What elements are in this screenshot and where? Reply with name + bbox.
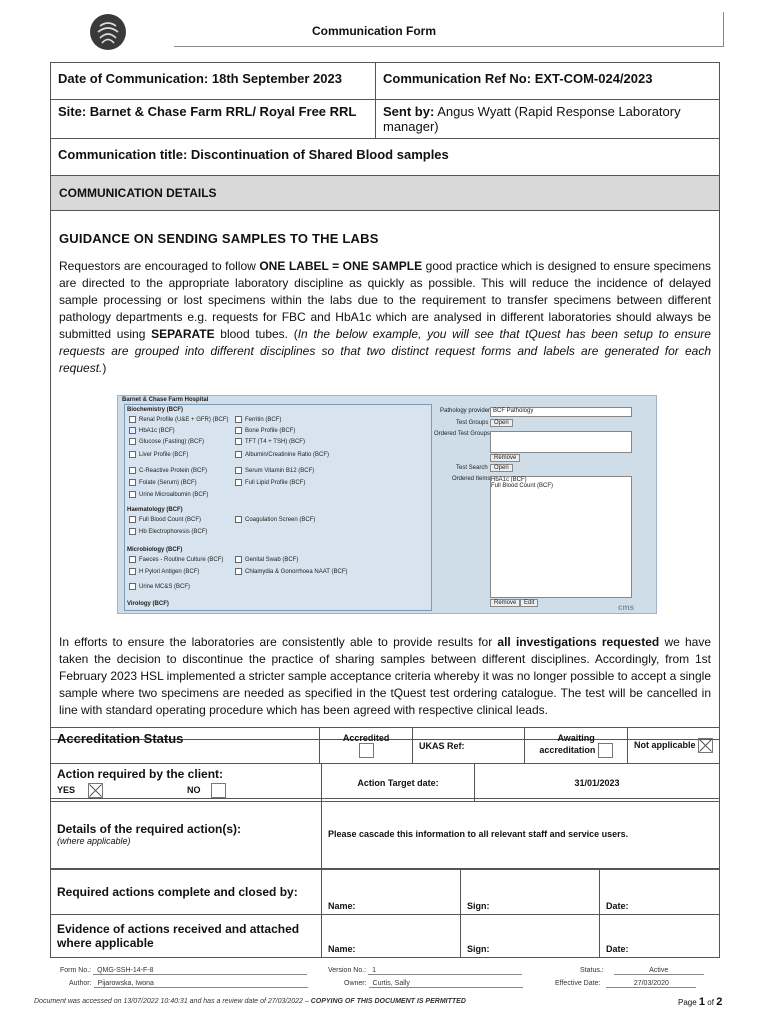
shot-item: Coagulation Screen (BCF) bbox=[235, 516, 315, 523]
of-label: of bbox=[707, 998, 714, 1007]
footer-version bbox=[328, 967, 522, 975]
accredited-label: Accredited bbox=[342, 733, 390, 743]
shot-item: Ferritin (BCF) bbox=[235, 416, 281, 423]
shot-ordered-items-box bbox=[490, 476, 632, 598]
shot-item: Serum Vitamin B12 (BCF) bbox=[235, 467, 314, 474]
sent-label: Sent by: bbox=[383, 104, 435, 119]
accredited-checkbox[interactable] bbox=[359, 743, 374, 758]
shot-item: Genital Swab (BCF) bbox=[235, 556, 298, 563]
form-no-label: Form No.: bbox=[60, 967, 92, 974]
shot-ordered-groups-box bbox=[490, 431, 632, 453]
owner-label: Owner: bbox=[344, 980, 367, 987]
sent-cell bbox=[376, 100, 720, 139]
evidence-sign: Sign: bbox=[461, 915, 600, 958]
guidance-paragraph-1 bbox=[59, 258, 711, 377]
p1-bold-rule: ONE LABEL = ONE SAMPLE bbox=[259, 259, 423, 273]
shot-item: C-Reactive Protein (BCF) bbox=[129, 467, 207, 474]
shot-item: H Pylori Antigen (BCF) bbox=[129, 568, 199, 575]
author-value: Pijarowska, Iwona bbox=[94, 980, 308, 988]
shot-ordered-item: HbA1c (BCF) bbox=[491, 477, 527, 483]
page-total: 2 bbox=[716, 996, 723, 1008]
title-cell bbox=[51, 139, 720, 176]
ukas-ref-label: UKAS Ref: bbox=[412, 728, 524, 764]
evidence-date: Date: bbox=[600, 915, 720, 958]
details-table bbox=[50, 798, 720, 869]
shot-biochem: Biochemistry (BCF) bbox=[127, 407, 184, 413]
shot-item: Urine MC&S (BCF) bbox=[129, 583, 190, 590]
details-header: COMMUNICATION DETAILS bbox=[51, 176, 720, 211]
footer-effective bbox=[555, 980, 696, 988]
site-label: Site: bbox=[58, 104, 87, 119]
shot-edit-button: Edit bbox=[520, 599, 538, 607]
shot-ordered-item: Full Blood Count (BCF) bbox=[491, 483, 554, 489]
shot-remove-button: Remove bbox=[490, 454, 520, 462]
details-hint: (where applicable) bbox=[57, 835, 131, 846]
action-table bbox=[50, 763, 720, 802]
footer-author bbox=[69, 980, 308, 988]
shot-item: HbA1c (BCF) bbox=[129, 427, 175, 434]
yes-checkbox[interactable] bbox=[88, 783, 103, 798]
footer-page-number bbox=[678, 996, 722, 1008]
access-note-permission: COPYING OF THIS DOCUMENT IS PERMITTED bbox=[310, 998, 466, 1005]
yes-no-row bbox=[57, 783, 315, 798]
shot-open-button: Open bbox=[490, 419, 513, 427]
details-value: Please cascade this information to all relevant staff and service users. bbox=[322, 799, 720, 869]
details-label-cell bbox=[51, 799, 322, 869]
p1-text-c: good practice which is designed to ensure specimens are directed to the appropriate laboratory discipline as quickly as possible. This will reduce the incidence of delayed sample processing or lost specimens within the labs due to the requirement to transfer specimens between different pathology departments e.g. requests for FBC and HbA1c which are analysed in different laboratories should always be submitted using bbox=[59, 259, 712, 341]
shot-item: Faeces - Routine Culture (BCF) bbox=[129, 556, 223, 563]
shot-item: TFT (T4 + TSH) (BCF) bbox=[235, 438, 305, 445]
shot-ordered-groups-label: Ordered Test Groups bbox=[434, 431, 490, 437]
shot-item: Full Lipid Profile (BCF) bbox=[235, 479, 305, 486]
footer-owner bbox=[344, 980, 523, 988]
p1-bold-separate: SEPARATE bbox=[151, 327, 215, 341]
author-label: Author: bbox=[69, 980, 92, 987]
organisation-logo bbox=[90, 14, 126, 50]
not-applicable-cell bbox=[627, 728, 719, 764]
date-value: 18th September 2023 bbox=[211, 71, 342, 86]
no-label: NO bbox=[187, 784, 201, 795]
shot-provider-label: Pathology provider bbox=[440, 408, 491, 414]
shot-test-search-label: Test Search bbox=[456, 465, 488, 471]
closed-date: Date: bbox=[600, 870, 720, 915]
owner-value: Curtis, Sally bbox=[369, 980, 523, 988]
shot-item: Liver Profile (BCF) bbox=[129, 451, 188, 458]
shot-item: Folate (Serum) (BCF) bbox=[129, 479, 197, 486]
evidence-name: Name: bbox=[322, 915, 461, 958]
sign-off-table bbox=[50, 869, 720, 958]
shot-viro: Virology (BCF) bbox=[127, 601, 169, 607]
action-required-label: Action required by the client: bbox=[57, 767, 224, 781]
shot-item: Chlamydia & Gonorrhoea NAAT (BCF) bbox=[235, 568, 347, 575]
awaiting-label: Awaiting accreditation bbox=[539, 733, 596, 755]
shot-hospital: Barnet & Chase Farm Hospital bbox=[122, 397, 209, 403]
p2-text-a: In efforts to ensure the laboratories are consistently able to provide results for bbox=[59, 635, 498, 649]
guidance-cell bbox=[51, 211, 720, 740]
target-date-value: 31/01/2023 bbox=[475, 764, 720, 802]
comm-title-value: Discontinuation of Shared Blood samples bbox=[190, 147, 449, 162]
shot-item: Full Blood Count (BCF) bbox=[129, 516, 201, 523]
not-applicable-label: Not applicable bbox=[633, 739, 696, 750]
version-value: 1 bbox=[368, 967, 522, 975]
awaiting-cell bbox=[525, 728, 628, 764]
closed-name: Name: bbox=[322, 870, 461, 915]
site-cell bbox=[51, 100, 376, 139]
date-cell bbox=[51, 63, 376, 100]
tquest-screenshot bbox=[117, 395, 657, 614]
p1-text-g: ) bbox=[102, 361, 107, 375]
footer-status bbox=[580, 967, 704, 975]
footer-access-note bbox=[34, 998, 466, 1005]
yes-label: YES bbox=[57, 784, 76, 795]
logo-swirl-icon bbox=[90, 14, 126, 50]
effective-value: 27/03/2020 bbox=[606, 980, 696, 988]
status-label: Status.: bbox=[580, 967, 604, 974]
shot-haem: Haematology (BCF) bbox=[127, 507, 183, 513]
shot-test-groups-label: Test Groups bbox=[456, 420, 489, 426]
shot-micro: Microbiology (BCF) bbox=[127, 547, 183, 553]
awaiting-checkbox[interactable] bbox=[598, 743, 613, 758]
comm-title-label: Communication title: bbox=[58, 147, 188, 162]
accreditation-table bbox=[50, 727, 720, 764]
date-label: Date of Communication: bbox=[58, 71, 209, 86]
p1-text-e: blood tubes. ( bbox=[214, 327, 298, 341]
guidance-heading: GUIDANCE ON SENDING SAMPLES TO THE LABS bbox=[59, 231, 379, 246]
shot-brand-mark: cms bbox=[618, 603, 635, 612]
target-date-label: Action Target date: bbox=[322, 764, 475, 802]
action-required-cell bbox=[51, 764, 322, 802]
sent-value: Angus Wyatt (Rapid Response Laboratory manager) bbox=[383, 104, 681, 134]
form-no-value: QMG-SSH-14-F-8 bbox=[93, 967, 307, 975]
p1-italic-example: In the below example, you will see that tQuest has been setup to ensure requests are grouped into different disciplines so that two distinct request forms and labels are generated for each request. bbox=[59, 327, 711, 375]
closed-sign: Sign: bbox=[461, 870, 600, 915]
shot-test-panel bbox=[124, 404, 432, 611]
shot-ordered-items-label: Ordered Items bbox=[452, 476, 491, 482]
p2-text-c: we have taken the decision to discontinue the practice of sharing samples between different disciplines. Accordingly, from 1st February 2023 HSL implemented a stricter sample acceptance criteria whereby it was no longer possible to accept a single sample where two specimens are needed as specified in the tQuest test ordering catalogue. The test will be cancelled in line with standard operating procedure which has been agreed with respective clinical leads. bbox=[59, 635, 712, 717]
p2-bold: all investigations requested bbox=[497, 635, 660, 649]
site-value: Barnet & Chase Farm RRL/ Royal Free RRL bbox=[89, 104, 357, 119]
effective-label: Effective Date: bbox=[555, 980, 601, 987]
ref-cell bbox=[376, 63, 720, 100]
page-label: Page bbox=[678, 998, 697, 1007]
details-label: Details of the required action(s): bbox=[57, 821, 242, 836]
version-label: Version No.: bbox=[328, 967, 367, 974]
shot-item: Albumin/Creatinine Ratio (BCF) bbox=[235, 451, 329, 458]
shot-item: Renal Profile (U&E + GFR) (BCF) bbox=[129, 416, 229, 423]
shot-provider-select: BCF Pathology bbox=[490, 407, 632, 417]
status-value: Active bbox=[614, 967, 704, 975]
evidence-label: Evidence of actions received and attached where applicable bbox=[51, 915, 322, 958]
shot-item: Hb Electrophoresis (BCF) bbox=[129, 528, 207, 535]
not-applicable-checkbox[interactable] bbox=[698, 738, 713, 753]
accreditation-status-label: Accreditation Status bbox=[51, 728, 320, 764]
closed-by-label: Required actions complete and closed by: bbox=[51, 870, 322, 915]
shot-item: Glucose (Fasting) (BCF) bbox=[129, 438, 204, 445]
no-checkbox[interactable] bbox=[211, 783, 226, 798]
form-title: Communication Form bbox=[311, 24, 436, 38]
accredited-cell bbox=[320, 728, 413, 764]
communication-table bbox=[50, 62, 720, 740]
shot-open-button-2: Open bbox=[490, 464, 513, 472]
p1-text-a: Requestors are encouraged to follow bbox=[59, 259, 260, 273]
page-num: 1 bbox=[698, 996, 706, 1008]
ref-value: EXT-COM-024/2023 bbox=[534, 71, 653, 86]
shot-item: Urine Microalbumin (BCF) bbox=[129, 491, 208, 498]
access-note-text: Document was accessed on 13/07/2022 10:40:31 and has a review date of 27/03/2022 – bbox=[34, 998, 311, 1005]
shot-item: Bone Profile (BCF) bbox=[235, 427, 295, 434]
guidance-paragraph-2 bbox=[59, 634, 711, 719]
shot-remove-button-2: Remove bbox=[490, 599, 520, 607]
footer-form-no bbox=[60, 967, 307, 975]
ref-label: Communication Ref No: bbox=[383, 71, 532, 86]
